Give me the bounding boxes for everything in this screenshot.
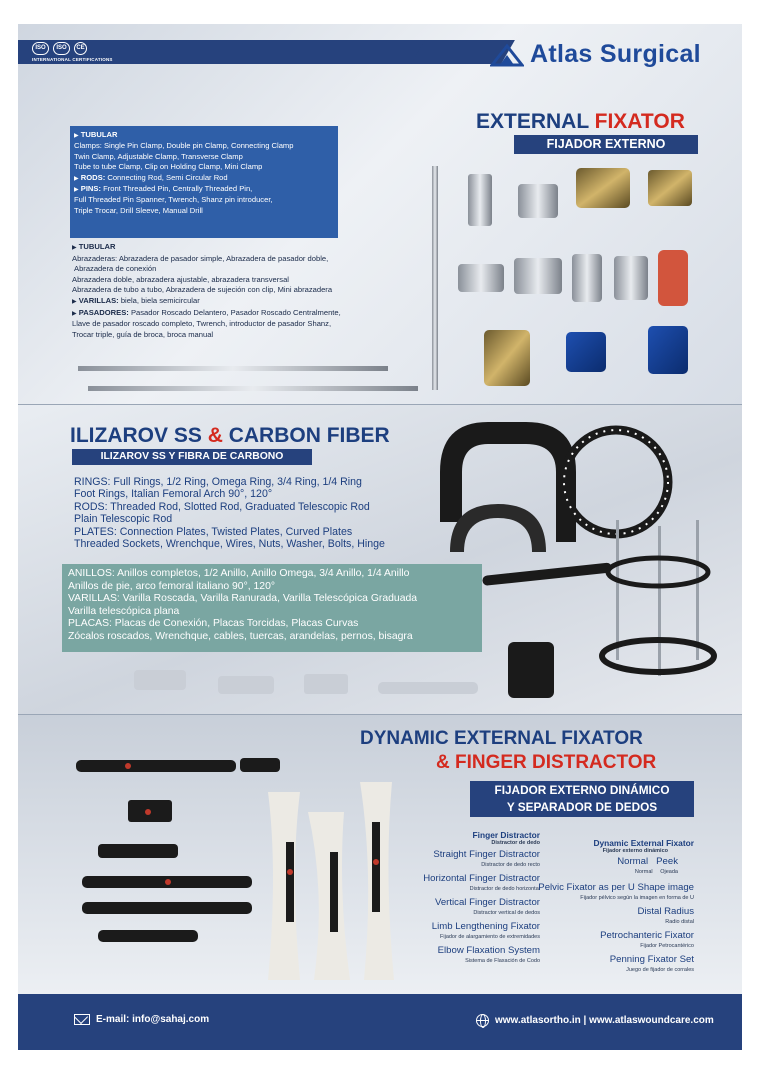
dynamic-title-line2: & FINGER DISTRACTOR — [436, 752, 657, 773]
triangle-bullet-icon: ▶ — [72, 310, 77, 317]
external-fixator-subtitle: FIJADOR EXTERNO — [514, 135, 698, 154]
iso-badge-icon: ISO — [53, 42, 70, 55]
external-fixator-title: EXTERNAL FIXATOR — [476, 110, 685, 133]
brand-logo — [490, 40, 701, 69]
ilizarov-products-image — [78, 412, 728, 712]
ilizarov-title: ILIZAROV SS & CARBON FIBER — [70, 424, 390, 447]
triangle-bullet-icon: ▶ — [74, 175, 79, 182]
triangle-bullet-icon: ▶ — [72, 298, 77, 305]
atlas-mountain-icon — [490, 43, 524, 67]
footer-email[interactable]: E-mail: info@sahaj.com — [74, 1014, 209, 1025]
dynamic-subtitle: FIJADOR EXTERNO DINÁMICO Y SEPARADOR DE DEDOS — [470, 781, 694, 817]
footer-bar — [18, 994, 742, 1050]
ilizarov-specs-en: RINGS: Full Rings, 1/2 Ring, Omega Ring, 3/4 Ring, 1/4 Ring Foot Rings, Italian Femoral Arch 90°, 120° RODS: Threaded Rod, Slotted Rod, Graduated Telescopic Rod Plain Telescopic Rod PLATES: Connection Plates, Twisted Plates, Curved Plates Threaded Sockets, Wrenchque, Wires, Nuts, Washer, Bolts, Hinge — [74, 476, 385, 551]
iso-badge-icon: ISO — [32, 42, 49, 55]
footer-website[interactable]: www.atlasortho.in | www.atlaswoundcare.com — [476, 1014, 714, 1027]
brochure-page — [18, 24, 742, 1050]
certifications — [32, 42, 87, 55]
brand-name: Atlas Surgical — [530, 40, 701, 68]
ilizarov-specs-es: ANILLOS: Anillos completos, 1/2 Anillo, Anillo Omega, 3/4 Anillo, 1/4 Anillo Anillos de pie, arco femoral italiano 90°, 120° VARILLAS: Varilla Roscada, Varilla Ranurada, Varilla Telescópica Graduada Varilla telescópica plana PLACAS: Placas de Conexión, Placas Torcidas, Placas Curvas Zócalos roscados, Wrenchque, cables, tuercas, arandelas, pernos, bisagra — [62, 564, 482, 652]
dynamic-fixator-products-image — [68, 752, 408, 984]
globe-icon — [476, 1014, 489, 1027]
ce-mark-icon: CE — [74, 42, 87, 55]
dynamic-fixator-list: Dynamic External Fixator Fijador externo dinámico Normal Peek Normal Ojeada Pelvic Fixator as per U Shape image Fijador pélvico según la imagen en forma de U Distal Radius Radio distal Petrochanteric Fixator Fijador Petrocantérico Penning Fixator Set Juego de fijador de corrales — [538, 838, 694, 973]
ilizarov-subtitle: ILIZAROV SS Y FIBRA DE CARBONO — [72, 449, 312, 465]
external-fixator-products-image — [58, 154, 728, 402]
envelope-icon — [74, 1014, 90, 1025]
external-fixator-specs-en: ▶ TUBULAR Clamps: Single Pin Clamp, Double pin Clamp, Connecting Clamp Twin Clamp, Adjustable Clamp, Transverse Clamp Tube to tube Clamp, Clip on Holding Clamp, Mini Clamp ▶ RODS: Connecting Rod, Semi Circular Rod ▶ PINS: Front Threaded Pin, Centrally Threaded Pin, Full Threaded Pin Spanner, Twrench, Shanz pin introducer, Triple Trocar, Drill Sleeve, Manual Drill — [70, 126, 338, 238]
section-divider — [18, 714, 742, 715]
certifications-label: INTERNATIONAL CERTIFICATIONS — [32, 57, 113, 62]
triangle-bullet-icon: ▶ — [74, 133, 79, 139]
triangle-bullet-icon: ▶ — [74, 187, 79, 194]
dynamic-title-line1: DYNAMIC EXTERNAL FIXATOR — [360, 728, 643, 749]
triangle-bullet-icon: ▶ — [72, 245, 77, 251]
section-divider — [18, 404, 742, 405]
external-fixator-specs-es: ▶ TUBULAR Abrazaderas: Abrazadera de pasador simple, Abrazadera de pasador doble, Abrazadera de conexión Abrazadera doble, abrazadera ajustable, abrazadera transversal Abrazadera de tubo a tubo, Abrazadera de sujeción con clip, Mini abrazadera ▶ VARILLAS: biela, biela semicircular ▶ PASADORES: Pasador Roscado Delantero, Pasador Roscado Centralmente, Llave de pasador roscado completo, Twrench, introductor de pasador Shanz, Trocar triple, guía de broca, broca manual — [72, 242, 341, 339]
finger-distractor-list: Finger Distractor Distractor de dedo Straight Finger Distractor Distractor de dedo recto Horizontal Finger Distractor Distractor de dedo horizontal Vertical Finger Distractor Distractor vertical de dedos Limb Lengthening Fixator Fijador de alargamiento de extremidades Elbow Flaxation System Sistema de Flaxación de Codo — [423, 830, 540, 964]
